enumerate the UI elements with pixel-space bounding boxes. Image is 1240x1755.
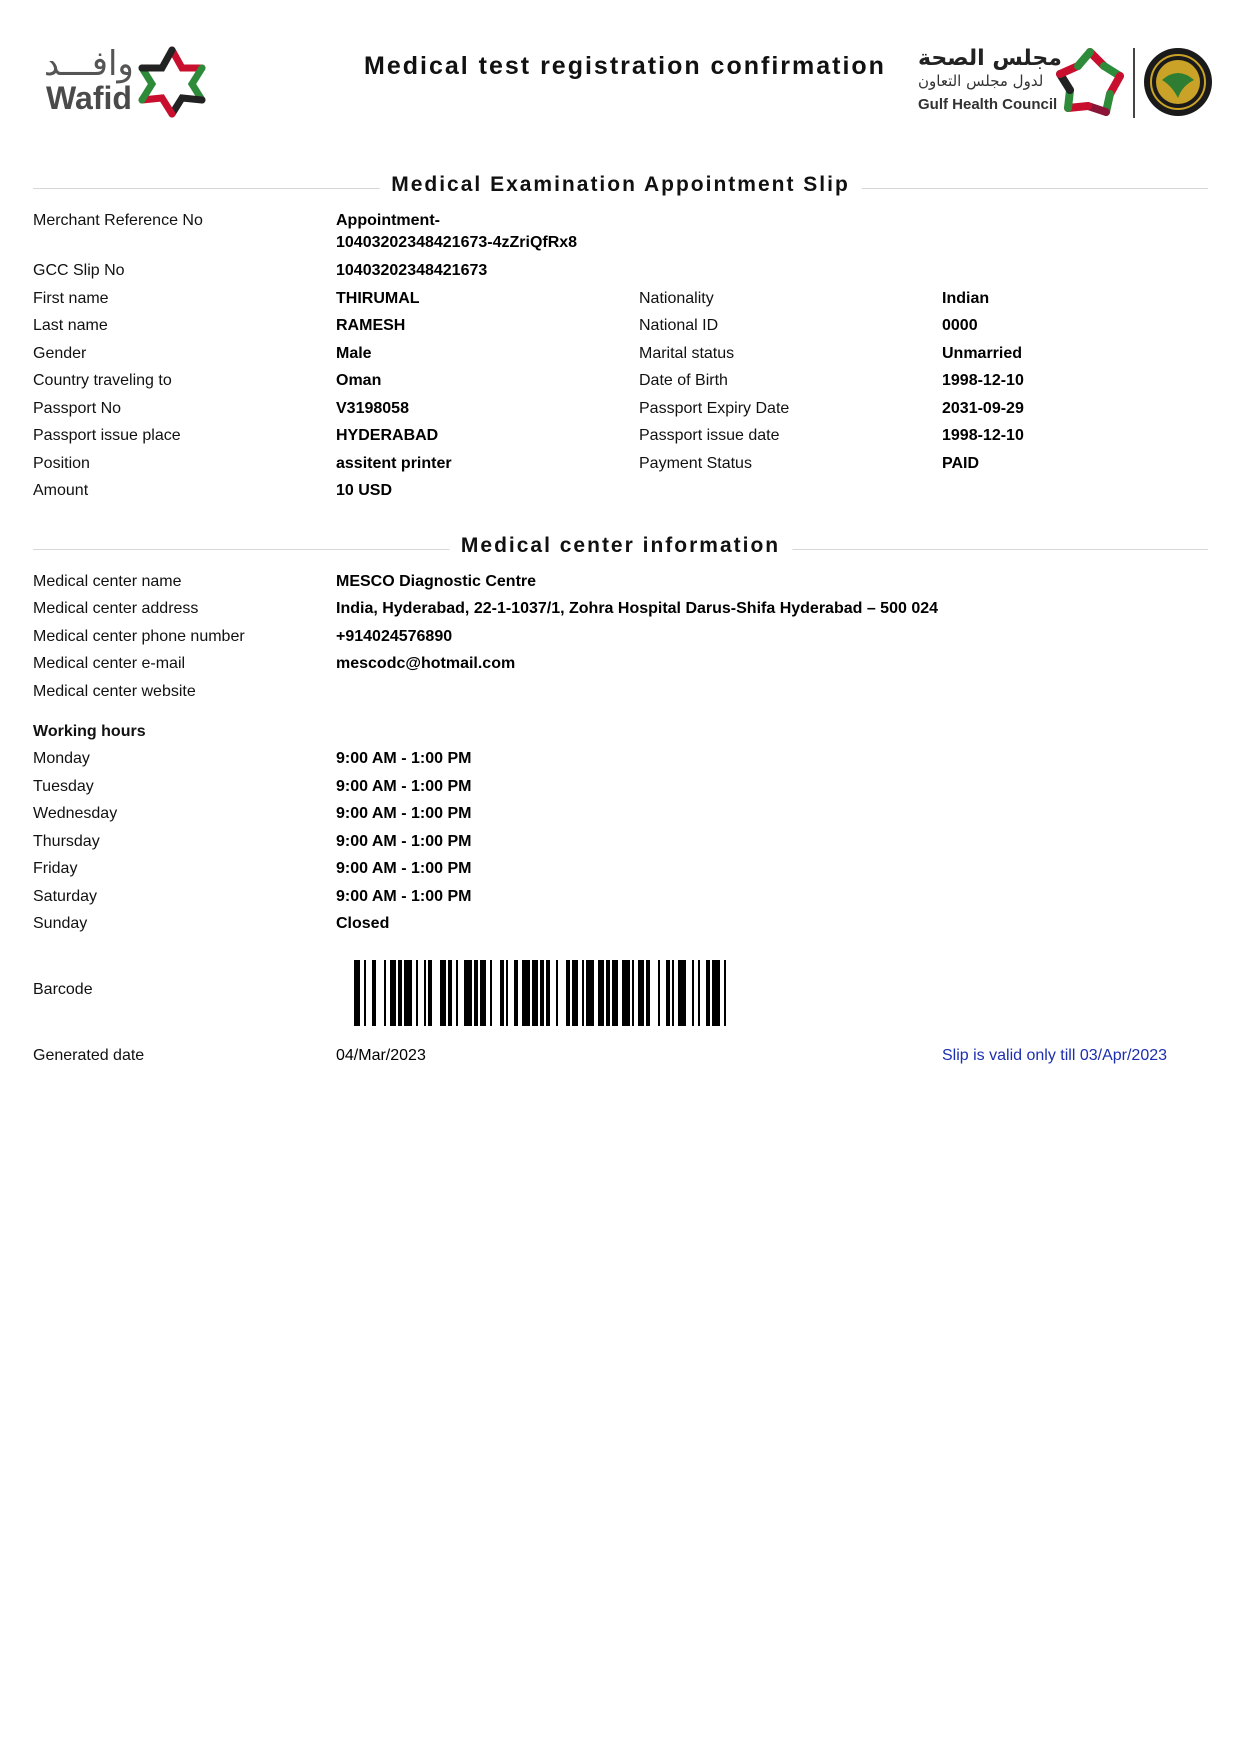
day-label: Monday [33,750,90,767]
day-hours: 9:00 AM - 1:00 PM [336,778,472,795]
center-name-value: MESCO Diagnostic Centre [336,573,537,590]
ghc-logo-text: Gulf Health Council [918,96,1058,113]
barcode-bar [666,960,670,1026]
barcode-bar [440,960,446,1026]
merchant-ref-value-line1: Appointment- [336,212,440,229]
barcode-bar [724,960,726,1026]
wafid-logo [44,44,214,120]
wafid-star-icon [134,44,210,120]
day-hours: 9:00 AM - 1:00 PM [336,750,472,767]
barcode-bar [364,960,366,1026]
center-address-value: India, Hyderabad, 22-1-1037/1, Zohra Hospital Darus-Shifa Hyderabad – 500 024 [336,600,939,617]
barcode-bar [566,960,570,1026]
last-name-value: RAMESH [336,317,406,334]
center-phone-value: +914024576890 [336,628,453,645]
passport-issue-date-value: 1998-12-10 [942,427,1024,444]
barcode-bar [678,960,686,1026]
barcode-bar [646,960,650,1026]
dob-value: 1998-12-10 [942,372,1024,389]
gender-label: Gender [33,345,87,362]
barcode-bar [712,960,720,1026]
working-hours-title: Working hours [33,723,146,740]
passport-no-label: Passport No [33,400,122,417]
page-title: Medical test registration confirmation [364,52,886,80]
day-label: Sunday [33,915,88,932]
position-value: assitent printer [336,455,452,472]
national-id-value: 0000 [942,317,978,334]
merchant-ref-label: Merchant Reference No [33,212,203,229]
barcode-bar [506,960,508,1026]
barcode-bar [532,960,538,1026]
barcode-bar [582,960,584,1026]
payment-status-label: Payment Status [639,455,752,472]
barcode-bar [398,960,402,1026]
first-name-value: THIRUMAL [336,290,420,307]
barcode-bar [606,960,610,1026]
barcode-bar [500,960,504,1026]
country-value: Oman [336,372,382,389]
barcode-bar [522,960,530,1026]
first-name-label: First name [33,290,109,307]
ghc-star-icon [1054,46,1126,118]
merchant-ref-value-line2: 10403202348421673-4zZriQfRx8 [336,234,578,251]
ghc-logo-arabic-line2: لدول مجلس التعاون [918,72,1044,90]
barcode-bar [354,960,360,1026]
last-name-label: Last name [33,317,108,334]
barcode-bar [390,960,396,1026]
amount-value: 10 USD [336,482,393,499]
barcode-bar [556,960,558,1026]
center-website-label: Medical center website [33,683,196,700]
appointment-slip-section-title [33,173,1208,203]
day-label: Friday [33,860,78,877]
barcode-bar [638,960,644,1026]
barcode-bar [384,960,386,1026]
validity-note: Slip is valid only till 03/Apr/2023 [942,1047,1168,1064]
barcode-bar [658,960,660,1026]
ghc-logo-arabic-line1: مجلس الصحة [918,46,1062,71]
center-email-label: Medical center e-mail [33,655,186,672]
barcode-bar [572,960,578,1026]
gender-value: Male [336,345,372,362]
barcode-bar [456,960,458,1026]
appointment-slip-title: Medical Examination Appointment Slip [379,173,862,197]
barcode-bar [622,960,630,1026]
barcode-bar [546,960,550,1026]
day-hours: 9:00 AM - 1:00 PM [336,888,472,905]
medical-center-title: Medical center information [449,534,792,558]
barcode-bar [372,960,376,1026]
barcode-bar [692,960,694,1026]
nationality-label: Nationality [639,290,714,307]
day-label: Wednesday [33,805,118,822]
day-hours: 9:00 AM - 1:00 PM [336,860,472,877]
country-label: Country traveling to [33,372,172,389]
gcc-slip-value: 10403202348421673 [336,262,488,279]
barcode-bar [428,960,432,1026]
gcc-emblem-icon [1142,46,1214,118]
center-phone-label: Medical center phone number [33,628,245,645]
passport-issue-place-value: HYDERABAD [336,427,439,444]
barcode-bar [404,960,412,1026]
barcode-bar [490,960,492,1026]
barcode-bar [632,960,634,1026]
passport-no-value: V3198058 [336,400,409,417]
gulf-health-council-logo [918,46,1218,122]
barcode-bar [474,960,478,1026]
gcc-slip-label: GCC Slip No [33,262,125,279]
nationality-value: Indian [942,290,990,307]
barcode-bar [612,960,618,1026]
barcode-bar [448,960,452,1026]
center-name-label: Medical center name [33,573,182,590]
dob-label: Date of Birth [639,372,728,389]
day-hours: Closed [336,915,390,932]
generated-date-value: 04/Mar/2023 [336,1047,426,1064]
position-label: Position [33,455,90,472]
marital-status-label: Marital status [639,345,735,362]
barcode-bar [416,960,418,1026]
passport-issue-date-label: Passport issue date [639,427,780,444]
barcode-bar [464,960,472,1026]
passport-expiry-value: 2031-09-29 [942,400,1024,417]
center-email-value: mescodc@hotmail.com [336,655,516,672]
barcode-bar [706,960,710,1026]
marital-status-value: Unmarried [942,345,1023,362]
barcode-label: Barcode [33,981,93,998]
medical-center-section-title [33,534,1208,564]
header [0,0,1240,150]
barcode-bar [480,960,486,1026]
passport-expiry-label: Passport Expiry Date [639,400,790,417]
amount-label: Amount [33,482,89,499]
barcode-bar [698,960,700,1026]
wafid-logo-arabic: وافـــد [44,44,134,84]
day-label: Tuesday [33,778,94,795]
barcode-bar [586,960,594,1026]
day-label: Saturday [33,888,98,905]
national-id-label: National ID [639,317,719,334]
payment-status-value: PAID [942,455,980,472]
day-hours: 9:00 AM - 1:00 PM [336,805,472,822]
barcode-bar [424,960,426,1026]
barcode-bar [514,960,518,1026]
barcode-bar [540,960,544,1026]
wafid-logo-text: Wafid [46,80,132,116]
center-address-label: Medical center address [33,600,199,617]
barcode-bar [598,960,604,1026]
barcode-image [354,960,986,1026]
day-label: Thursday [33,833,100,850]
passport-issue-place-label: Passport issue place [33,427,181,444]
logo-divider [1133,48,1135,118]
barcode-bar [672,960,674,1026]
day-hours: 9:00 AM - 1:00 PM [336,833,472,850]
generated-date-label: Generated date [33,1047,145,1064]
